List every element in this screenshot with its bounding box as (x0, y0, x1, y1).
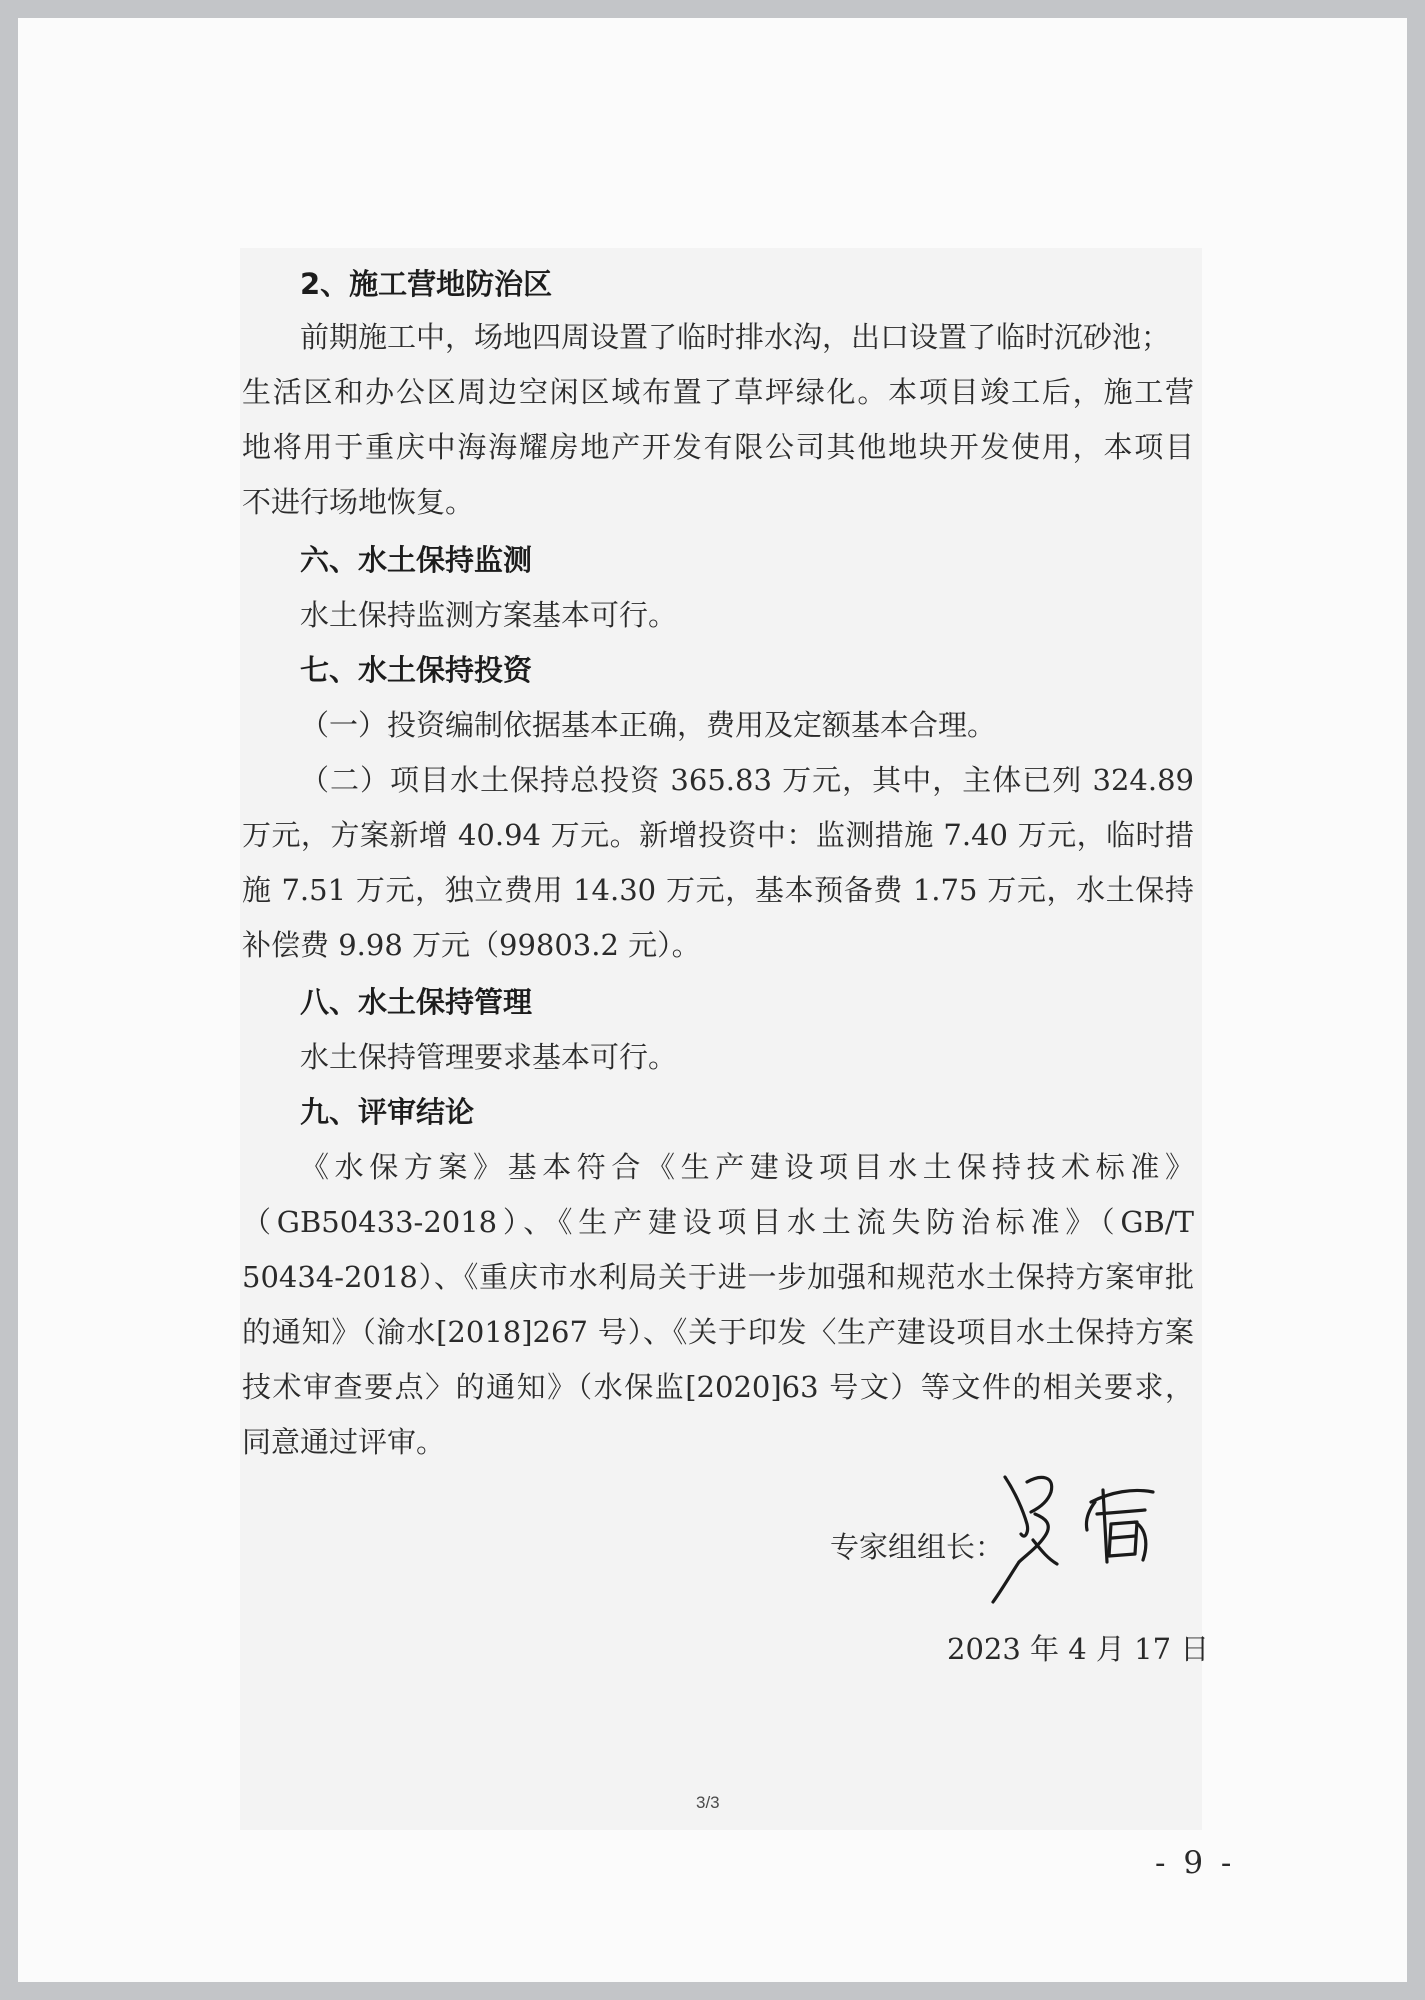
section-7-heading: 七、水土保持投资 (300, 653, 533, 687)
section-9-line-4: 的通知》（渝水[2018]267 号）、《关于印发〈生产建设项目水土保持方案 (242, 1315, 1194, 1349)
section-2-line-4: 不进行场地恢复。 (242, 485, 475, 519)
section-9-heading: 九、评审结论 (300, 1095, 475, 1129)
section-8-line-1: 水土保持管理要求基本可行。 (300, 1040, 678, 1074)
signature-date: 2023 年 4 月 17 日 (947, 1632, 1210, 1666)
section-6-line-1: 水土保持监测方案基本可行。 (300, 598, 678, 632)
section-9-line-1: 《水保方案》基本符合《生产建设项目水土保持技术标准》 (300, 1150, 1194, 1184)
handwritten-signature (985, 1462, 1195, 1622)
section-7-line-1: （一）投资编制依据基本正确，费用及定额基本合理。 (300, 708, 997, 742)
section-2-line-2: 生活区和办公区周边空闲区域布置了草坪绿化。本项目竣工后，施工营 (242, 375, 1194, 409)
section-9-line-5: 技术审查要点〉的通知》（水保监[2020]63 号文）等文件的相关要求， (242, 1370, 1194, 1404)
section-9-line-3: 50434-2018）、《重庆市水利局关于进一步加强和规范水土保持方案审批 (242, 1260, 1194, 1294)
section-7-line-3: 万元，方案新增 40.94 万元。新增投资中：监测措施 7.40 万元，临时措 (242, 818, 1194, 852)
section-9-line-6: 同意通过评审。 (242, 1425, 446, 1459)
section-7-line-2: （二）项目水土保持总投资 365.83 万元，其中，主体已列 324.89 (300, 763, 1194, 797)
document-page-number: - 9 - (1155, 1845, 1236, 1881)
section-8-heading: 八、水土保持管理 (300, 985, 533, 1019)
section-2-line-1: 前期施工中，场地四周设置了临时排水沟，出口设置了临时沉砂池； (300, 320, 1171, 354)
section-2-heading: 2、施工营地防治区 (300, 267, 553, 301)
section-9-line-2: （GB50433-2018）、《生产建设项目水土流失防治标准》（GB/T (242, 1205, 1194, 1239)
signature-label: 专家组组长： (830, 1530, 1005, 1564)
section-7-line-4: 施 7.51 万元，独立费用 14.30 万元，基本预备费 1.75 万元，水土保持 (242, 873, 1194, 907)
section-2-line-3: 地将用于重庆中海海耀房地产开发有限公司其他地块开发使用，本项目 (242, 430, 1194, 464)
scan-page-number: 3/3 (696, 1793, 720, 1812)
section-6-heading: 六、水土保持监测 (300, 543, 533, 577)
section-7-line-5: 补偿费 9.98 万元（99803.2 元）。 (242, 928, 701, 962)
